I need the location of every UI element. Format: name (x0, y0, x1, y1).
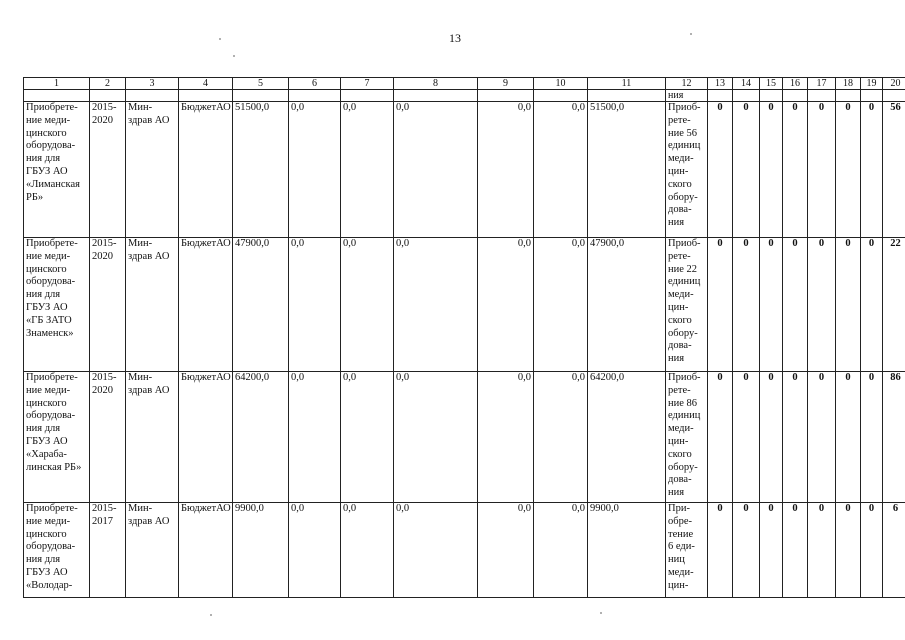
period-cell (90, 102, 126, 238)
cell-line: цинского (26, 397, 67, 409)
year-value-cell: 6 (883, 503, 905, 598)
empty-cell (179, 90, 233, 102)
cell-line: ГБУЗ АО (26, 301, 68, 313)
year-value-cell: 0 (861, 102, 883, 238)
period-cell (90, 503, 126, 598)
year-value-cell: 0 (783, 238, 808, 372)
scan-speck (600, 612, 602, 614)
cell-line: обору- (668, 191, 698, 203)
cell-line: цин- (668, 301, 689, 313)
year-value-cell: 56 (883, 102, 905, 238)
year-value-cell: 0 (836, 238, 861, 372)
cell-line: оборудова- (26, 541, 76, 553)
value-cell: 0,0 (341, 372, 394, 503)
year-value-cell: 0 (708, 102, 733, 238)
cell-line: ГБУЗ АО (26, 165, 68, 177)
header-cell: 20 (883, 78, 905, 90)
cell-line: ния (668, 217, 685, 229)
cell-line: ния для (26, 153, 61, 165)
cell-line: единиц (668, 140, 701, 152)
cell-line: Приобрете- (26, 102, 78, 113)
year-value-cell: 0 (783, 503, 808, 598)
header-cell: 2 (90, 78, 126, 90)
cell-line: Бюджет (181, 503, 217, 514)
funding-source-cell (179, 238, 233, 372)
year-value-cell: 0 (708, 238, 733, 372)
header-cell: 4 (179, 78, 233, 90)
total-cell: 51500,0 (233, 102, 289, 238)
cell-line: меди- (668, 289, 694, 301)
year-value-cell: 0 (861, 372, 883, 503)
cell-line: Бюджет (181, 102, 217, 113)
header-cell: 12 (666, 78, 708, 90)
cell-line: цинского (26, 127, 67, 139)
cell-line: 2020 (92, 114, 113, 126)
carryover-cell: ния (666, 90, 708, 102)
cell-line: 2020 (92, 384, 113, 396)
cell-line: цин- (668, 165, 689, 177)
cell-line: тение (668, 528, 694, 540)
year-value-cell: 86 (883, 372, 905, 503)
value-cell: 0,0 (394, 503, 478, 598)
cell-line: Приоб- (668, 102, 701, 113)
page-number: 13 (449, 31, 461, 45)
cell-line: рете- (668, 114, 691, 126)
cell-line: здрав АО (128, 384, 170, 396)
header-row (24, 78, 905, 90)
cell-line: рете- (668, 384, 691, 396)
value-cell: 0,0 (478, 238, 534, 372)
value-cell: 0,0 (534, 372, 588, 503)
empty-cell (24, 90, 90, 102)
cell-line: линская РБ» (26, 461, 82, 473)
value-cell: 0,0 (289, 503, 341, 598)
year-value-cell: 0 (783, 102, 808, 238)
empty-cell (126, 90, 179, 102)
value-cell: 0,0 (534, 238, 588, 372)
empty-cell (534, 90, 588, 102)
header-cell: 5 (233, 78, 289, 90)
year-value-cell: 0 (708, 372, 733, 503)
cell-line: цинского (26, 528, 67, 540)
value-cell: 0,0 (289, 102, 341, 238)
total-cell: 9900,0 (233, 503, 289, 598)
scan-speck (219, 38, 221, 40)
value-cell: 0,0 (478, 102, 534, 238)
cell-line: ГБУЗ АО (26, 566, 68, 578)
cell-line: Мин- (128, 238, 153, 249)
cell-line: Знаменск» (26, 327, 74, 339)
cell-line: здрав АО (128, 250, 170, 262)
empty-cell (808, 90, 836, 102)
period-cell (90, 372, 126, 503)
cell-line: ния для (26, 289, 61, 301)
cell-line: дова- (668, 340, 692, 352)
cell-line: 2017 (92, 515, 113, 527)
cell-line: обре- (668, 515, 692, 527)
cell-line: Приобрете- (26, 372, 78, 383)
value-cell: 0,0 (478, 372, 534, 503)
year-value-cell: 0 (836, 503, 861, 598)
scan-speck (210, 614, 212, 616)
header-cell: 19 (861, 78, 883, 90)
value-cell: 0,0 (341, 238, 394, 372)
cell-line: ского (668, 448, 692, 460)
year-value-cell: 0 (733, 238, 760, 372)
cell-line: ние меди- (26, 250, 71, 262)
empty-cell (861, 90, 883, 102)
indicator-cell (666, 102, 708, 238)
cell-line: оборудова- (26, 276, 76, 288)
empty-cell (708, 90, 733, 102)
empty-cell (478, 90, 534, 102)
measure-name-cell (24, 238, 90, 372)
empty-cell (90, 90, 126, 102)
year-value-cell: 0 (733, 503, 760, 598)
year-value-cell: 0 (708, 503, 733, 598)
executor-cell (126, 102, 179, 238)
year-value-cell: 0 (760, 238, 783, 372)
year-value-cell: 0 (808, 372, 836, 503)
cell-line: ние 22 (668, 263, 698, 275)
measure-name-cell (24, 102, 90, 238)
cell-line: меди- (668, 153, 694, 165)
cell-line: здрав АО (128, 114, 170, 126)
value-cell: 0,0 (394, 238, 478, 372)
cell-line: ние 56 (668, 127, 698, 139)
year-value-cell: 0 (861, 238, 883, 372)
cell-line: ние меди- (26, 515, 71, 527)
value-cell: 9900,0 (588, 503, 666, 598)
executor-cell (126, 238, 179, 372)
empty-cell (733, 90, 760, 102)
cell-line: единиц (668, 410, 701, 422)
cell-line: ского (668, 314, 692, 326)
cell-line: «Лиманская (26, 178, 80, 190)
empty-cell (588, 90, 666, 102)
cell-line: здрав АО (128, 515, 170, 527)
cell-line: 2015- (92, 102, 117, 113)
year-value-cell: 0 (808, 102, 836, 238)
value-cell: 51500,0 (588, 102, 666, 238)
cell-line: ниц (668, 554, 685, 566)
cell-line: АО (216, 503, 231, 514)
cell-line: единиц (668, 276, 701, 288)
value-cell: 64200,0 (588, 372, 666, 503)
cell-line: «Володар- (26, 579, 73, 591)
cell-line: ГБУЗ АО (26, 435, 68, 447)
value-cell: 0,0 (394, 102, 478, 238)
cell-line: Приобрете- (26, 503, 78, 514)
cell-line: При- (668, 503, 690, 514)
total-cell: 47900,0 (233, 238, 289, 372)
cell-line: Мин- (128, 102, 153, 113)
cell-line: цин- (668, 435, 689, 447)
year-value-cell: 0 (760, 372, 783, 503)
program-table (23, 77, 905, 598)
empty-cell (883, 90, 905, 102)
cell-line: «Хараба- (26, 448, 67, 460)
cell-line: ния для (26, 554, 61, 566)
cell-line: Мин- (128, 372, 153, 383)
cell-line: дова- (668, 204, 692, 216)
year-value-cell: 0 (733, 102, 760, 238)
executor-cell (126, 503, 179, 598)
value-cell: 0,0 (534, 503, 588, 598)
empty-cell (394, 90, 478, 102)
header-cell: 10 (534, 78, 588, 90)
scan-speck (233, 55, 235, 57)
header-cell: 9 (478, 78, 534, 90)
cell-line: 2015- (92, 238, 117, 249)
year-value-cell: 0 (808, 503, 836, 598)
cell-line: обору- (668, 327, 698, 339)
cell-line: Мин- (128, 503, 153, 514)
cell-line: Приоб- (668, 372, 701, 383)
table-row (24, 102, 905, 238)
cell-line: 2020 (92, 250, 113, 262)
cell-line: ния (668, 353, 685, 365)
cell-line: ния для (26, 423, 61, 435)
cell-line: 2015- (92, 372, 117, 383)
funding-source-cell (179, 102, 233, 238)
cell-line: Приобрете- (26, 238, 78, 249)
measure-name-cell (24, 372, 90, 503)
cell-line: Бюджет (181, 372, 217, 383)
cell-line: ние меди- (26, 114, 71, 126)
year-value-cell: 0 (836, 372, 861, 503)
empty-cell (836, 90, 861, 102)
year-value-cell: 0 (783, 372, 808, 503)
value-cell: 0,0 (341, 102, 394, 238)
executor-cell (126, 372, 179, 503)
cell-line: цин- (668, 579, 689, 591)
year-value-cell: 0 (760, 503, 783, 598)
cell-line: Бюджет (181, 238, 217, 249)
header-cell: 7 (341, 78, 394, 90)
year-value-cell: 0 (836, 102, 861, 238)
cell-line: обору- (668, 461, 698, 473)
cell-line: ние меди- (26, 384, 71, 396)
header-cell: 18 (836, 78, 861, 90)
value-cell: 0,0 (341, 503, 394, 598)
period-cell (90, 238, 126, 372)
funding-source-cell (179, 372, 233, 503)
cell-line: Приоб- (668, 238, 701, 249)
indicator-cell (666, 238, 708, 372)
empty-cell (783, 90, 808, 102)
indicator-cell (666, 503, 708, 598)
cell-line: оборудова- (26, 140, 76, 152)
header-cell: 16 (783, 78, 808, 90)
cell-line: дова- (668, 474, 692, 486)
funding-source-cell (179, 503, 233, 598)
header-cell: 15 (760, 78, 783, 90)
year-value-cell: 0 (808, 238, 836, 372)
cell-line: АО (216, 372, 231, 383)
empty-cell (233, 90, 289, 102)
year-value-cell: 0 (861, 503, 883, 598)
cell-line: рете- (668, 250, 691, 262)
value-cell: 0,0 (478, 503, 534, 598)
cell-line: ние 86 (668, 397, 698, 409)
indicator-cell (666, 372, 708, 503)
year-value-cell: 22 (883, 238, 905, 372)
header-cell: 17 (808, 78, 836, 90)
cell-line: АО (216, 238, 231, 249)
cell-line: меди- (668, 423, 694, 435)
table-row (24, 372, 905, 503)
cell-line: 6 еди- (668, 541, 695, 553)
empty-cell (341, 90, 394, 102)
table-row (24, 238, 905, 372)
header-cell: 1 (24, 78, 90, 90)
total-cell: 64200,0 (233, 372, 289, 503)
value-cell: 0,0 (289, 238, 341, 372)
cell-line: цинского (26, 263, 67, 275)
value-cell: 0,0 (534, 102, 588, 238)
cell-line: ского (668, 178, 692, 190)
cell-line: 2015- (92, 503, 117, 514)
header-cell: 13 (708, 78, 733, 90)
value-cell: 0,0 (394, 372, 478, 503)
cell-line: АО (216, 102, 231, 113)
table-row (24, 503, 905, 598)
cell-line: оборудова- (26, 410, 76, 422)
cell-line: «ГБ ЗАТО (26, 314, 72, 326)
value-cell: 0,0 (289, 372, 341, 503)
scan-speck (690, 33, 692, 35)
header-cell: 6 (289, 78, 341, 90)
empty-cell (289, 90, 341, 102)
header-cell: 3 (126, 78, 179, 90)
value-cell: 47900,0 (588, 238, 666, 372)
header-cell: 14 (733, 78, 760, 90)
year-value-cell: 0 (760, 102, 783, 238)
header-cell: 11 (588, 78, 666, 90)
cell-line: меди- (668, 566, 694, 578)
year-value-cell: 0 (733, 372, 760, 503)
cell-line: ния (668, 487, 685, 499)
empty-cell (760, 90, 783, 102)
carryover-row (24, 90, 905, 102)
measure-name-cell (24, 503, 90, 598)
header-cell: 8 (394, 78, 478, 90)
cell-line: РБ» (26, 191, 44, 203)
